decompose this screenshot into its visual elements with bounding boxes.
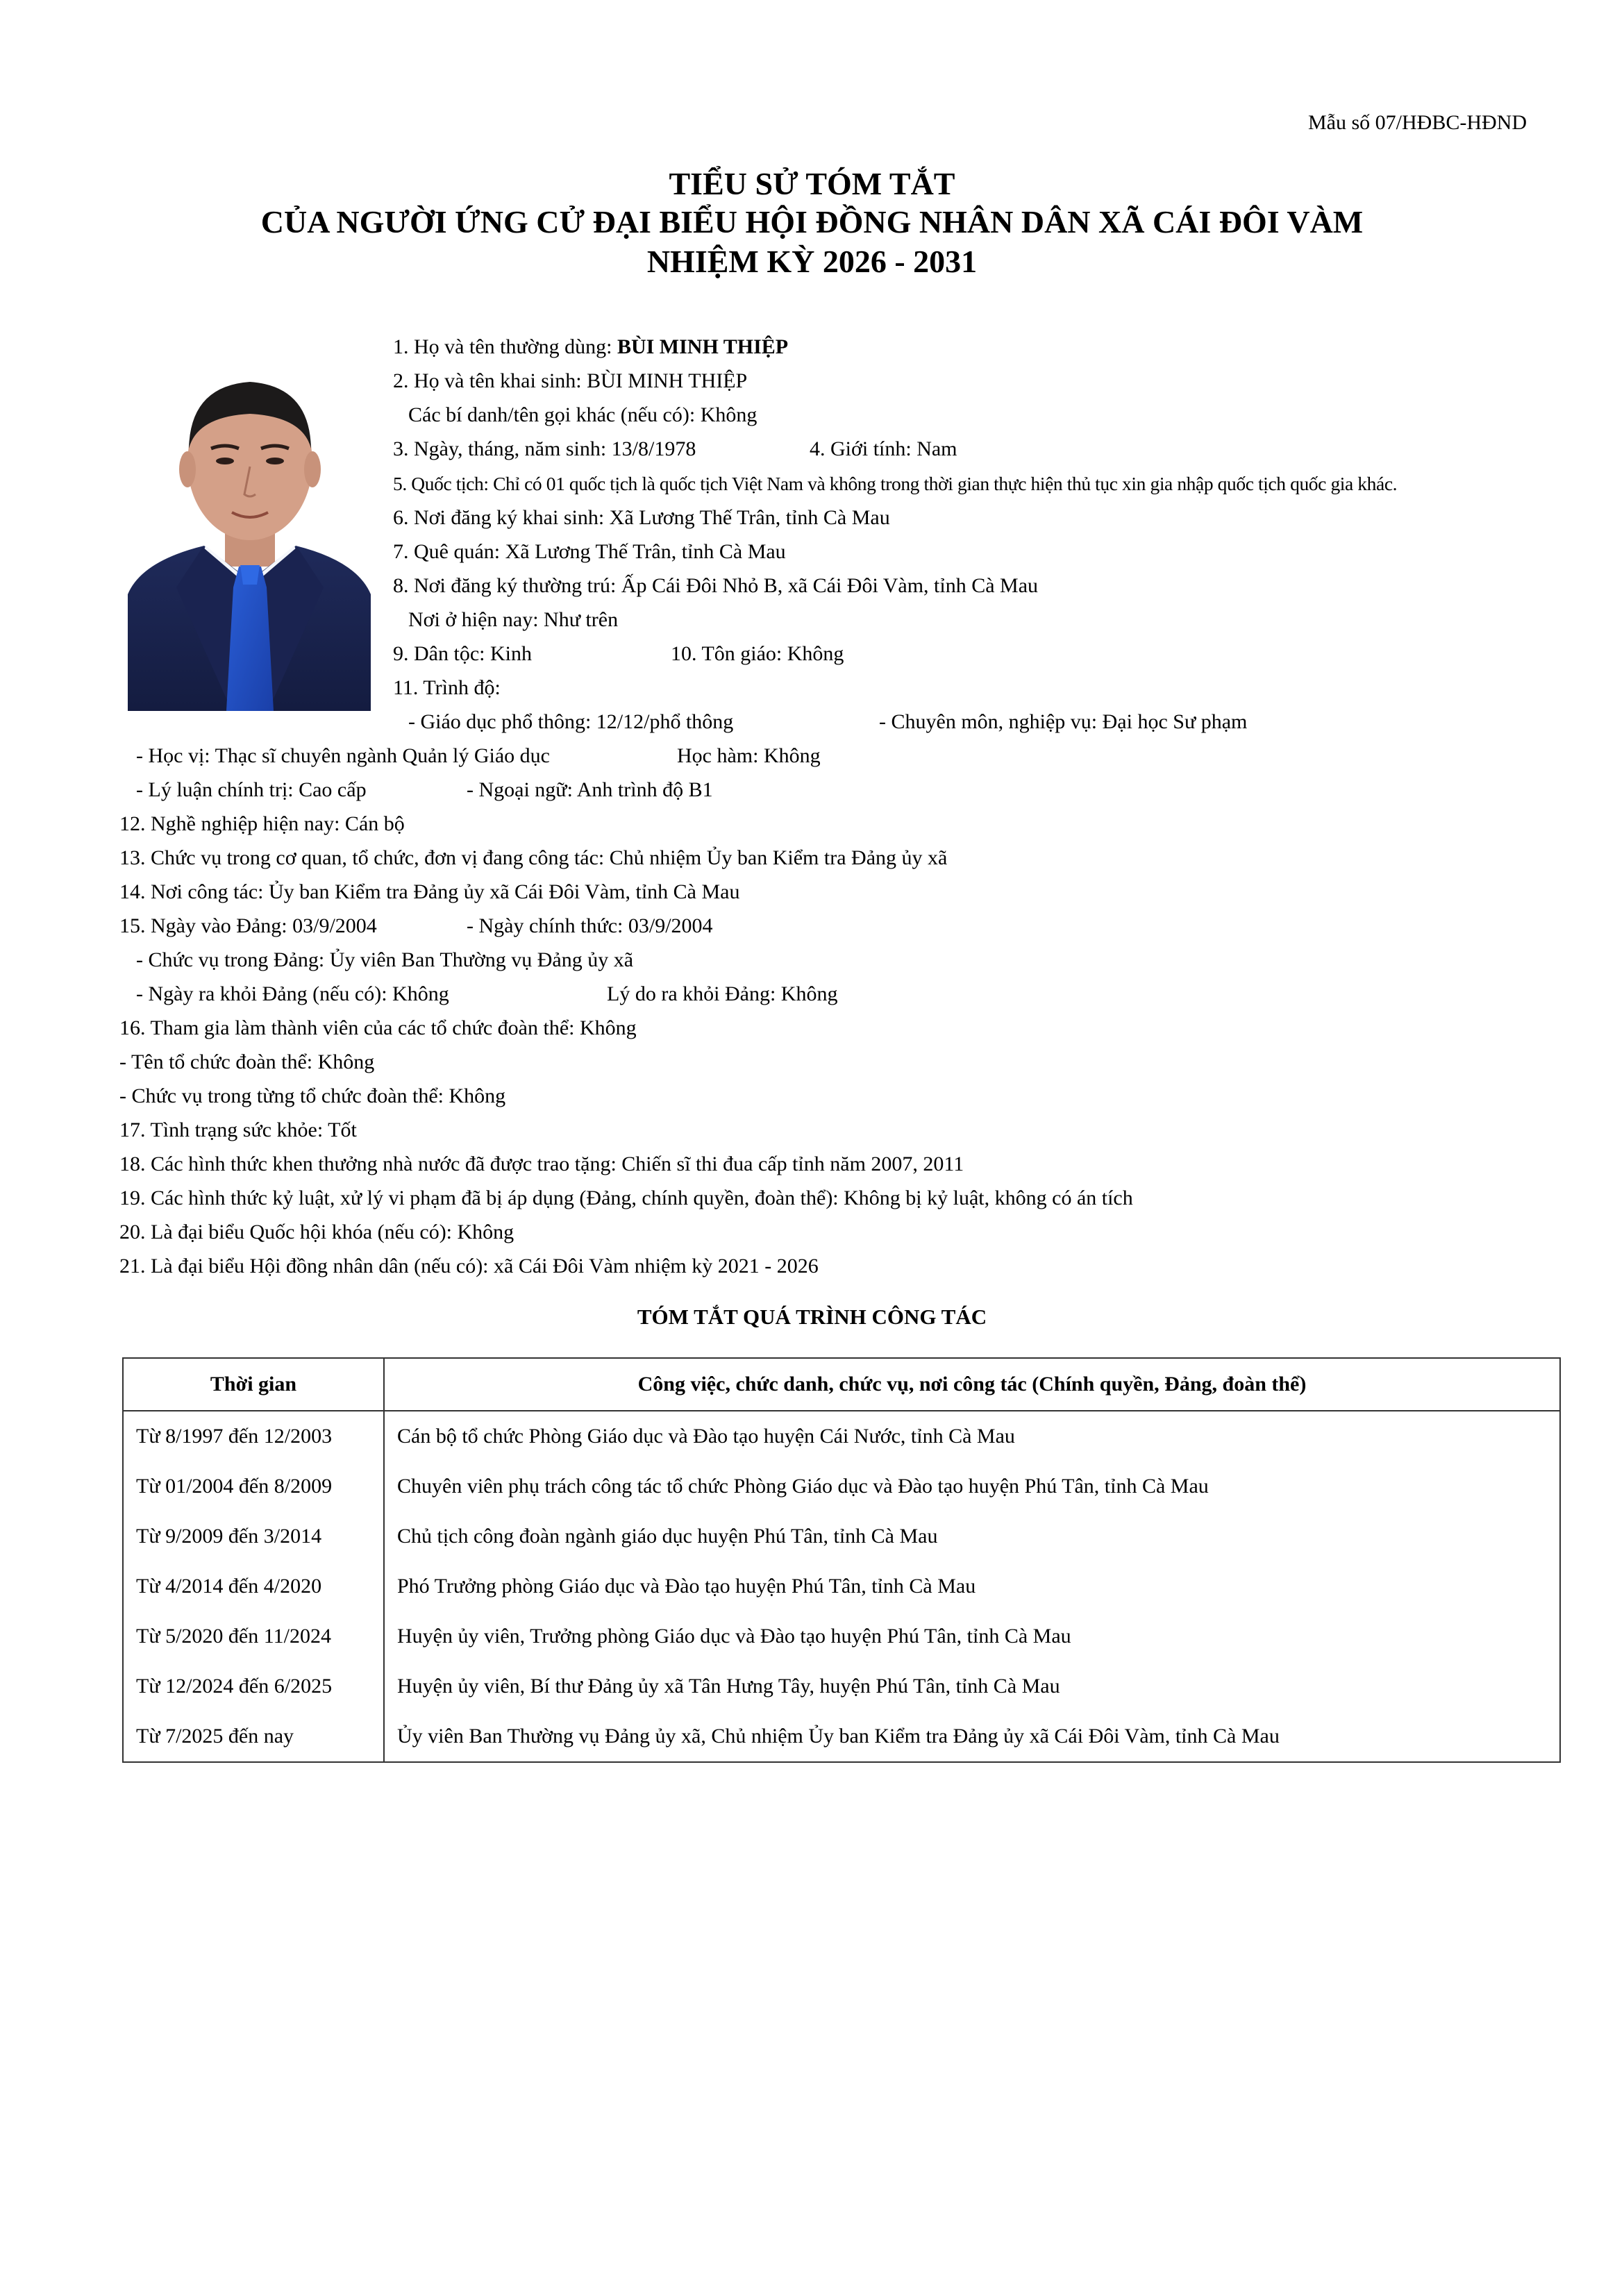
bio-hometown: 7. Quê quán: Xã Lương Thế Trân, tỉnh Cà Mau — [393, 540, 786, 563]
work-time-cell: Từ 5/2020 đến 11/2024 — [123, 1611, 384, 1661]
work-time-cell: Từ 8/1997 đến 12/2003 — [123, 1411, 384, 1461]
work-time-cell: Từ 9/2009 đến 3/2014 — [123, 1511, 384, 1561]
work-time-cell: Từ 4/2014 đến 4/2020 — [123, 1561, 384, 1611]
bio-permanent-residence: 8. Nơi đăng ký thường trú: Ấp Cái Đôi Nhỏ B, xã Cái Đôi Vàm, tỉnh Cà Mau — [393, 574, 1039, 597]
bio-general-education: - Giáo dục phổ thông: 12/12/phổ thông — [408, 710, 734, 733]
bio-health: 17. Tình trạng sức khỏe: Tốt — [119, 1118, 357, 1141]
table-row — [123, 1511, 1560, 1561]
document-title: TIỂU SỬ TÓM TẮT — [669, 166, 955, 201]
bio-political-theory: - Lý luận chính trị: Cao cấp — [136, 778, 367, 801]
table-row — [123, 1711, 1560, 1762]
work-description-cell: Phó Trưởng phòng Giáo dục và Đào tạo huyện Phú Tân, tỉnh Cà Mau — [384, 1561, 1560, 1611]
table-row — [123, 1661, 1560, 1711]
term-title: NHIỆM KỲ 2026 - 2031 — [646, 244, 978, 279]
bio-birth-name: 2. Họ và tên khai sinh: BÙI MINH THIỆP — [393, 369, 748, 392]
bio-organization-names: - Tên tổ chức đoàn thể: Không — [119, 1050, 375, 1073]
column-header-description: Công việc, chức danh, chức vụ, nơi công tác (Chính quyền, Đảng, đoàn thể) — [384, 1358, 1560, 1411]
work-time-cell: Từ 12/2024 đến 6/2025 — [123, 1661, 384, 1711]
bio-common-name: 1. Họ và tên thường dùng: BÙI MINH THIỆP — [393, 335, 789, 358]
work-history-table — [122, 1357, 1561, 1763]
bio-current-residence: Nơi ở hiện nay: Như trên — [408, 608, 619, 631]
bio-discipline: 19. Các hình thức kỷ luật, xử lý vi phạm đã bị áp dụng (Đảng, chính quyền, đoàn thể): Không bị kỷ luật, không có án tích — [119, 1187, 1133, 1209]
bio-degree: - Học vị: Thạc sĩ chuyên ngành Quản lý Giáo dục — [136, 744, 550, 767]
form-number: Mẫu số 07/HĐBC-HĐND — [1308, 111, 1527, 134]
work-description-cell: Ủy viên Ban Thường vụ Đảng ủy xã, Chủ nhiệm Ủy ban Kiểm tra Đảng ủy xã Cái Đôi Vàm, tỉnh Cà Mau — [384, 1711, 1560, 1762]
bio-ethnicity: 9. Dân tộc: Kinh — [393, 642, 532, 665]
bio-specialization: - Chuyên môn, nghiệp vụ: Đại học Sư phạm — [879, 710, 1248, 733]
bio-foreign-language: - Ngoại ngữ: Anh trình độ B1 — [467, 778, 713, 801]
bio-party-leave-date: - Ngày ra khỏi Đảng (nếu có): Không — [136, 982, 449, 1005]
bio-party-join-date: 15. Ngày vào Đảng: 03/9/2004 — [119, 914, 377, 937]
bio-gender: 4. Giới tính: Nam — [810, 437, 957, 460]
portrait-photo — [128, 358, 371, 711]
column-header-time: Thời gian — [123, 1358, 384, 1411]
bio-religion: 10. Tôn giáo: Không — [671, 642, 844, 665]
bio-organizations: 16. Tham gia làm thành viên của các tổ chức đoàn thể: Không — [119, 1016, 637, 1039]
bio-birth-registration: 6. Nơi đăng ký khai sinh: Xã Lương Thế Trân, tỉnh Cà Mau — [393, 506, 890, 529]
work-description-cell: Chuyên viên phụ trách công tác tổ chức Phòng Giáo dục và Đào tạo huyện Phú Tân, tỉnh Cà Mau — [384, 1461, 1560, 1511]
bio-aliases: Các bí danh/tên gọi khác (nếu có): Không — [408, 403, 757, 426]
work-history-rows — [123, 1411, 1560, 1762]
bio-national-assembly: 20. Là đại biểu Quốc hội khóa (nếu có): Không — [119, 1221, 514, 1243]
bio-birth-date: 3. Ngày, tháng, năm sinh: 13/8/1978 — [393, 437, 696, 460]
bio-awards: 18. Các hình thức khen thưởng nhà nước đã được trao tặng: Chiến sĩ thi đua cấp tỉnh năm 2007, 2011 — [119, 1153, 964, 1175]
bio-academic-title: Học hàm: Không — [677, 744, 821, 767]
bio-peoples-council: 21. Là đại biểu Hội đồng nhân dân (nếu có): xã Cái Đôi Vàm nhiệm kỳ 2021 - 2026 — [119, 1255, 819, 1277]
work-time-cell: Từ 7/2025 đến nay — [123, 1711, 384, 1762]
table-header-row — [123, 1358, 1560, 1411]
table-row — [123, 1611, 1560, 1661]
work-history-title: TÓM TẮT QUÁ TRÌNH CÔNG TÁC — [637, 1305, 987, 1329]
work-description-cell: Huyện ủy viên, Bí thư Đảng ủy xã Tân Hưng Tây, huyện Phú Tân, tỉnh Cà Mau — [384, 1661, 1560, 1711]
work-description-cell: Chủ tịch công đoàn ngành giáo dục huyện Phú Tân, tỉnh Cà Mau — [384, 1511, 1560, 1561]
bio-organization-positions: - Chức vụ trong từng tổ chức đoàn thể: Không — [119, 1084, 506, 1107]
table-row — [123, 1411, 1560, 1461]
bio-education-heading: 11. Trình độ: — [393, 676, 501, 699]
work-time-cell: Từ 01/2004 đến 8/2009 — [123, 1461, 384, 1511]
bio-nationality: 5. Quốc tịch: Chỉ có 01 quốc tịch là quốc tịch Việt Nam và không trong thời gian thực hiện thủ tục xin gia nhập quốc tịch quốc gia khác. — [393, 473, 1398, 494]
bio-current-position: 13. Chức vụ trong cơ quan, tổ chức, đơn vị đang công tác: Chủ nhiệm Ủy ban Kiểm tra Đảng ủy xã — [119, 846, 948, 869]
table-row — [123, 1461, 1560, 1511]
bio-occupation: 12. Nghề nghiệp hiện nay: Cán bộ — [119, 812, 405, 835]
bio-party-leave-reason: Lý do ra khỏi Đảng: Không — [607, 982, 838, 1005]
bio-workplace: 14. Nơi công tác: Ủy ban Kiểm tra Đảng ủy xã Cái Đôi Vàm, tỉnh Cà Mau — [119, 880, 740, 903]
bio-party-official-date: - Ngày chính thức: 03/9/2004 — [467, 914, 713, 937]
work-description-cell: Cán bộ tổ chức Phòng Giáo dục và Đào tạo huyện Cái Nước, tỉnh Cà Mau — [384, 1411, 1560, 1461]
table-row — [123, 1561, 1560, 1611]
document-subtitle: CỦA NGƯỜI ỨNG CỬ ĐẠI BIỂU HỘI ĐỒNG NHÂN DÂN XÃ CÁI ĐÔI VÀM — [260, 204, 1364, 240]
work-description-cell: Huyện ủy viên, Trưởng phòng Giáo dục và Đào tạo huyện Phú Tân, tỉnh Cà Mau — [384, 1611, 1560, 1661]
bio-party-position: - Chức vụ trong Đảng: Ủy viên Ban Thường vụ Đảng ủy xã — [136, 948, 634, 971]
